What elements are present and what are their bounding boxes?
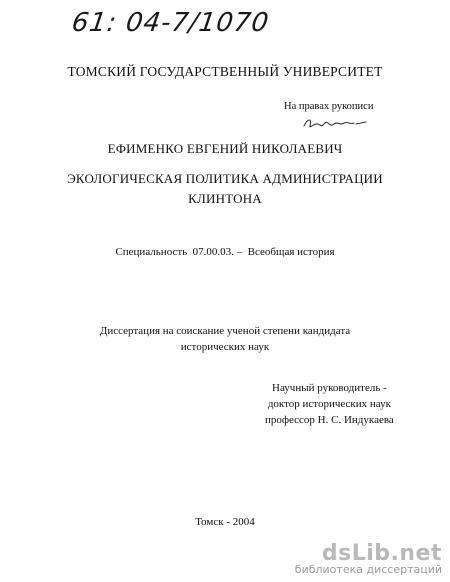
scientific-advisor: [265, 380, 394, 428]
advisor-line-3: профессор Н. С. Индукаева: [265, 414, 394, 426]
city-year: Томск - 2004: [195, 516, 255, 528]
advisor-line-1: Научный руководитель -: [272, 382, 387, 394]
handwritten-catalog-code: 61: 04-7/1070: [69, 8, 272, 38]
degree-line-1: Диссертация на соискание ученой степени кандидата: [99, 325, 351, 337]
title-line-1: ЭКОЛОГИЧЕСКАЯ ПОЛИТИКА АДМИНИСТРАЦИИ: [67, 171, 383, 186]
specialty-code: 07.00.03. –: [192, 246, 243, 258]
watermark-logo: dsLib.net: [321, 541, 442, 566]
degree-line-2: исторических наук: [180, 341, 270, 353]
dslib-watermark[interactable]: [295, 541, 442, 576]
specialty-line: [0, 246, 450, 258]
specialty-name: Всеобщая история: [247, 246, 335, 258]
watermark-subtitle: библиотека диссертаций: [294, 563, 442, 576]
rights-notice: На правах рукописи: [284, 101, 374, 112]
degree-statement: [0, 323, 450, 355]
university-name: ТОМСКИЙ ГОСУДАРСТВЕННЫЙ УНИВЕРСИТЕТ: [67, 64, 383, 79]
advisor-line-2: доктор исторических наук: [267, 398, 391, 410]
author-signature-icon: [300, 114, 370, 132]
dissertation-title: [0, 169, 450, 209]
title-line-2: КЛИНТОНА: [188, 191, 262, 206]
specialty-label: Специальность: [115, 246, 188, 258]
author-name: ЕФИМЕНКО ЕВГЕНИЙ НИКОЛАЕВИЧ: [107, 141, 343, 156]
